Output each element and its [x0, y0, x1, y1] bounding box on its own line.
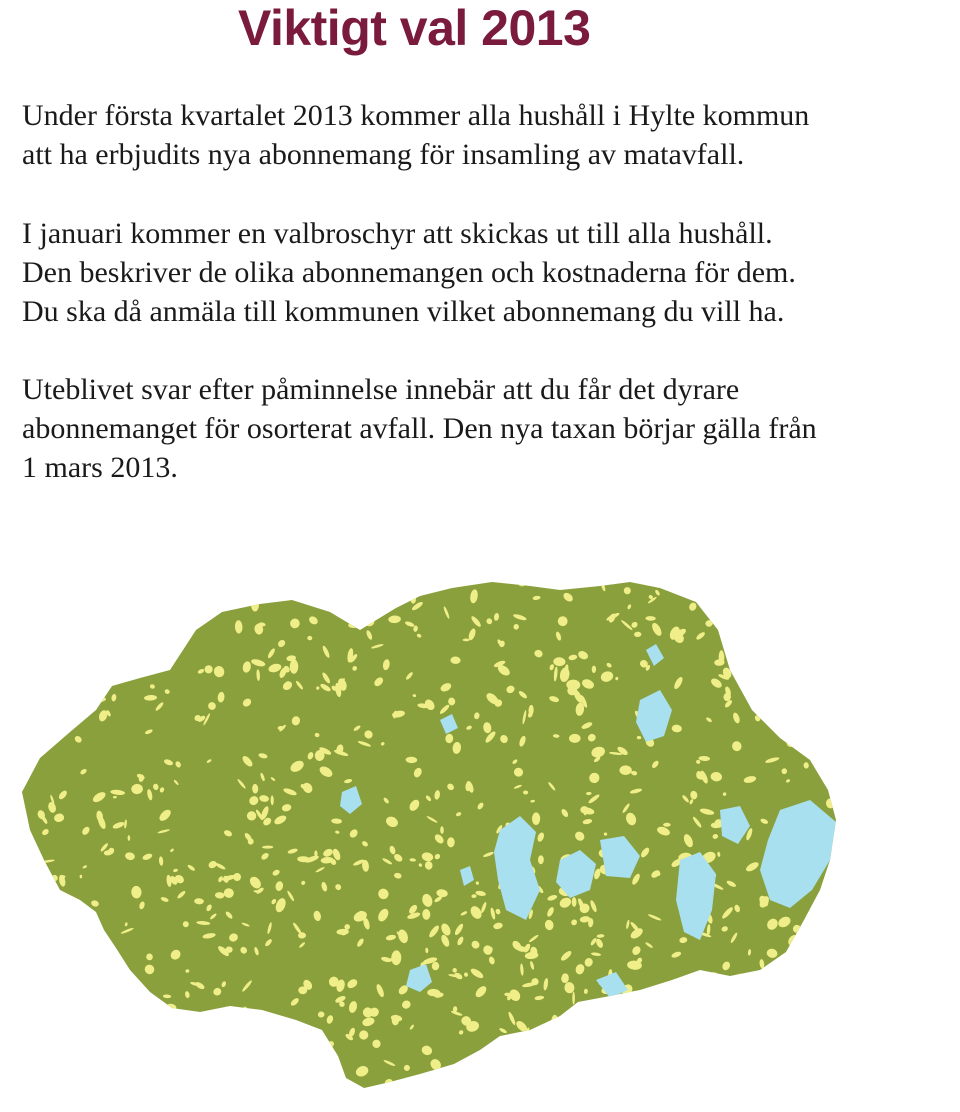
paragraph-line: abonnemanget för osorterat avfall. Den nya taxan börjar gälla från — [22, 412, 817, 445]
paragraph-2 — [22, 214, 796, 331]
paragraph-line: I januari kommer en valbroschyr att skickas ut till alla hushåll. — [22, 217, 773, 250]
paragraph-line: Den beskriver de olika abonnemangen och kostnaderna för dem. — [22, 256, 796, 289]
paragraph-line: att ha erbjudits nya abonnemang för insamling av matavfall. — [22, 138, 745, 171]
paragraph-line: Under första kvartalet 2013 kommer alla hushåll i Hylte kommun — [22, 99, 810, 132]
paragraph-line: Du ska då anmäla till kommunen vilket abonnemang du vill ha. — [22, 295, 785, 328]
paragraph-line: 1 mars 2013. — [22, 451, 178, 484]
municipality-map — [0, 560, 960, 1112]
page-title: Viktigt val 2013 — [238, 0, 591, 56]
paragraph-1 — [22, 96, 809, 174]
paragraph-line: Uteblivet svar efter påminnelse innebär att du får det dyrare — [22, 373, 740, 406]
paragraph-3 — [22, 370, 817, 487]
